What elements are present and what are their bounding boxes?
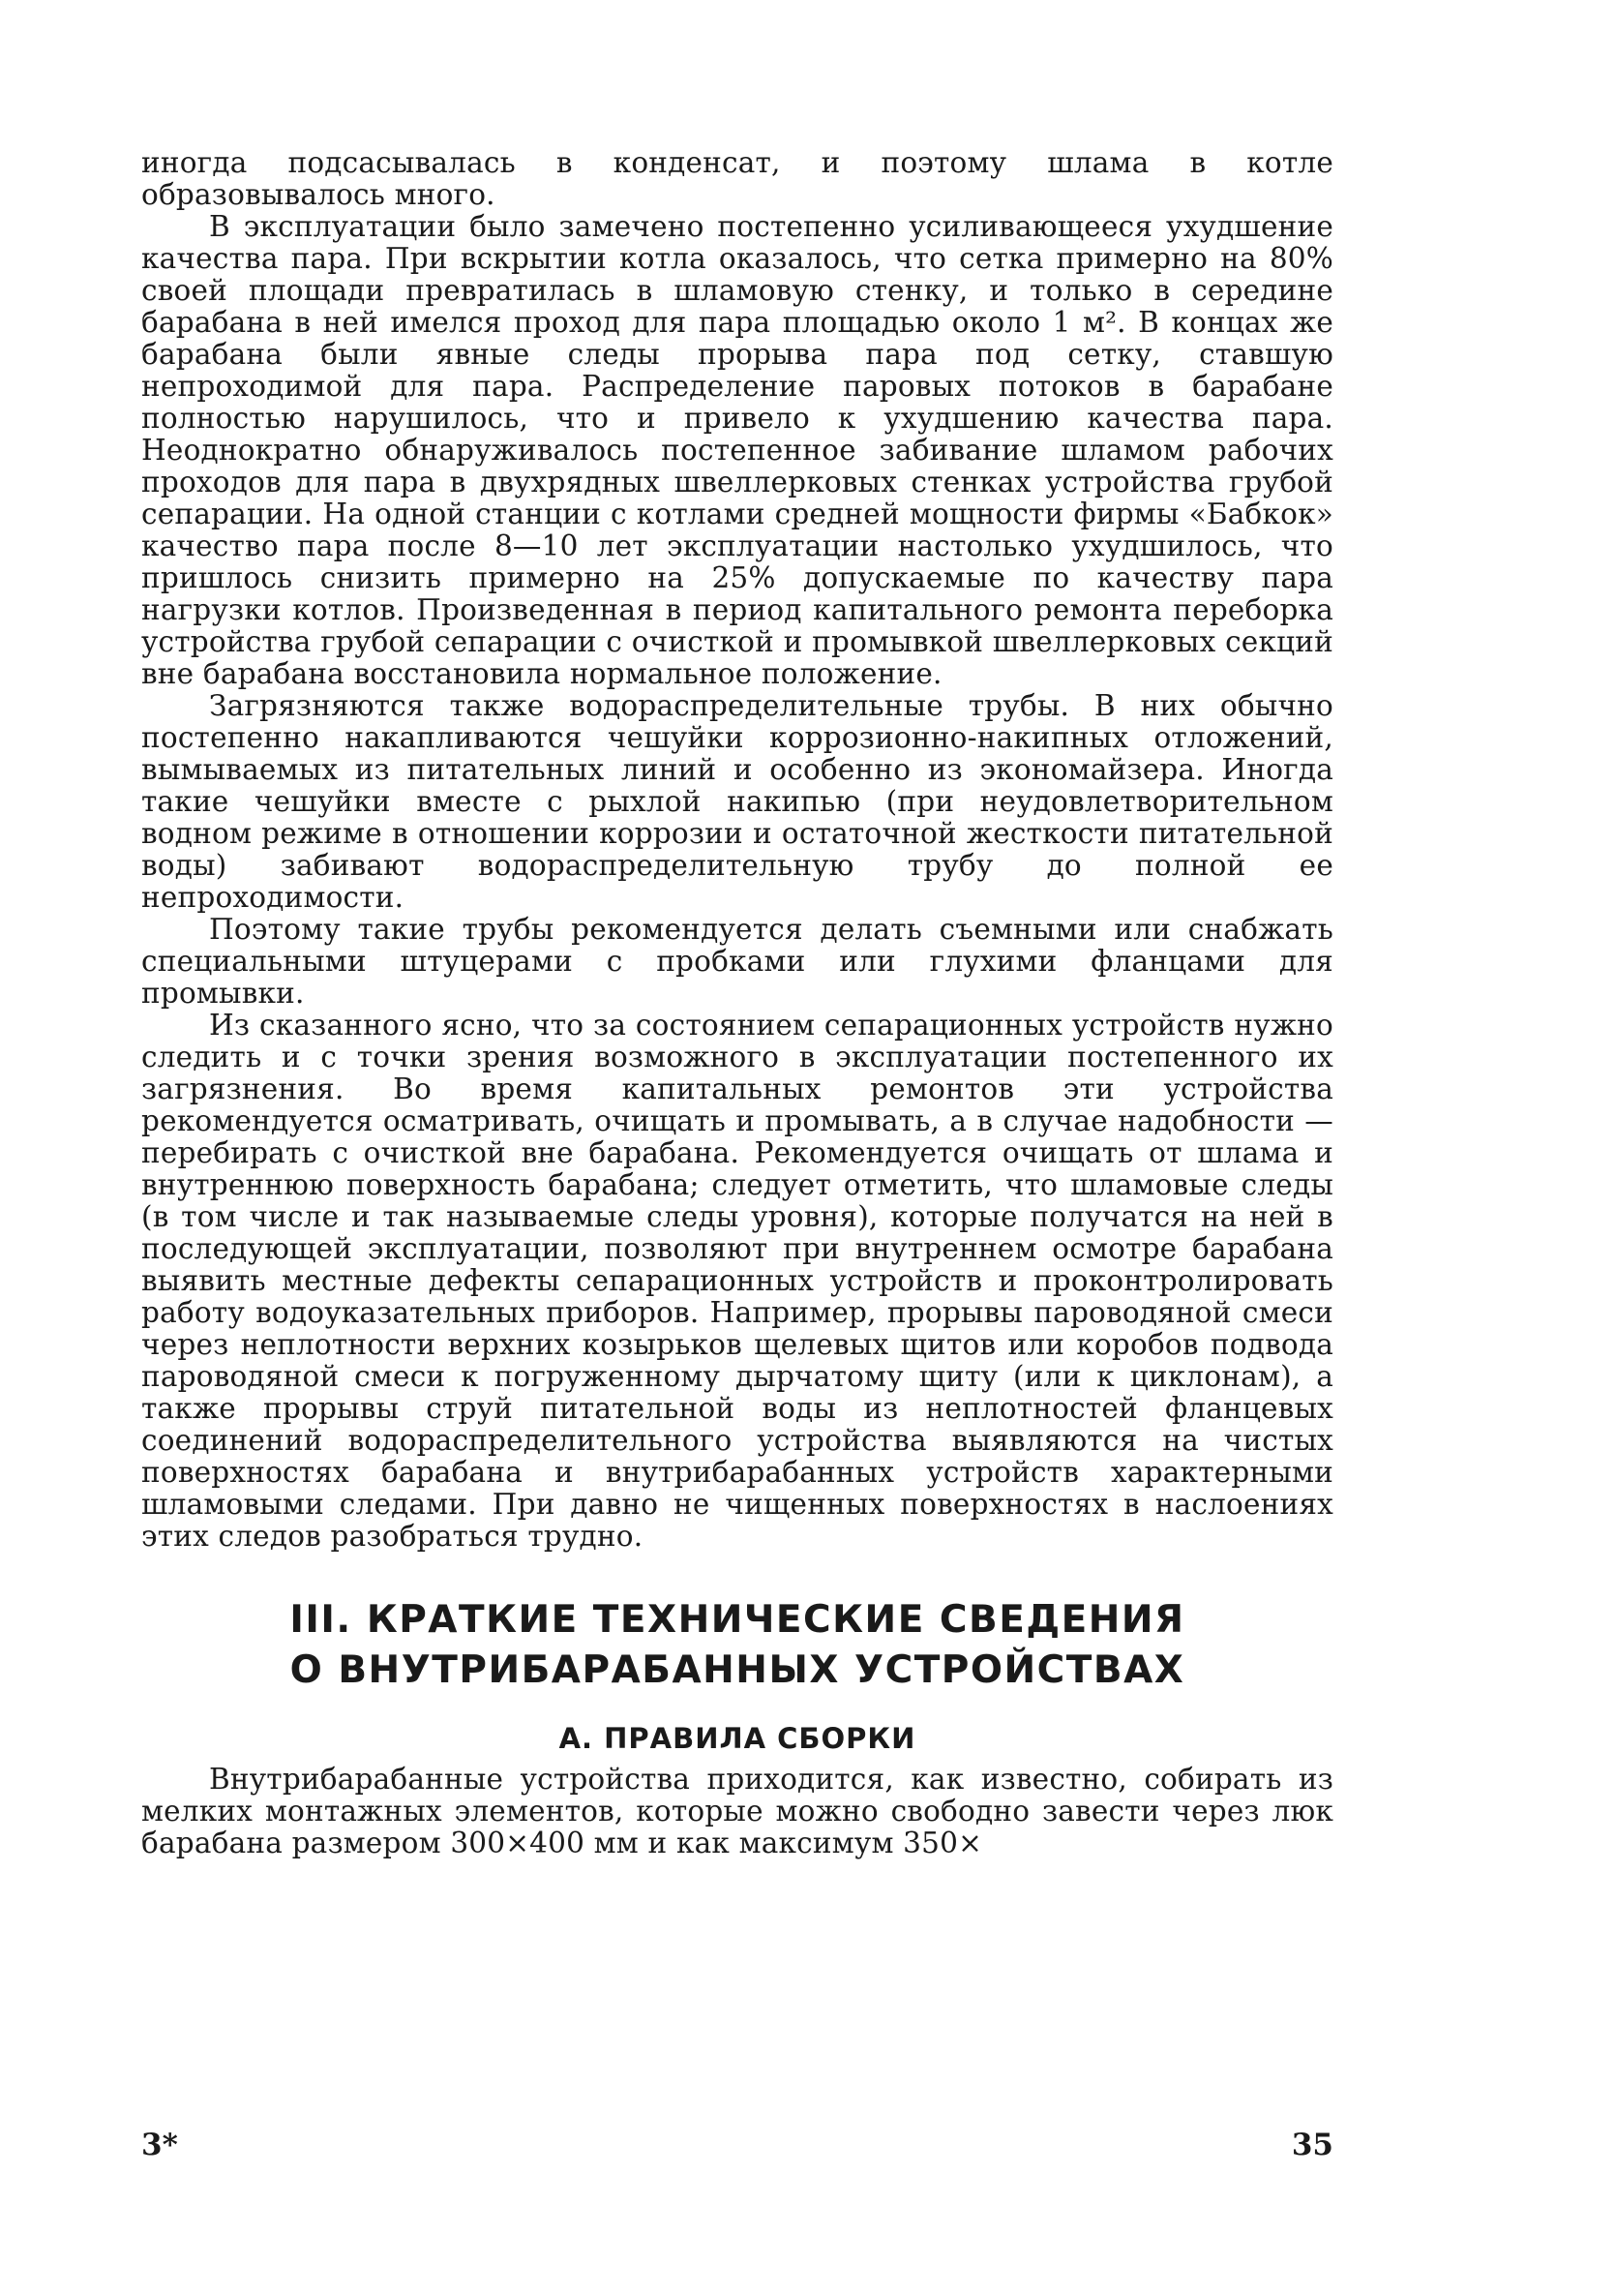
paragraph-inspection: Из сказанного ясно, что за состоянием сепарационных устройств нужно следить и с точки зрения возможного в эксплуатации постепенного их загрязнения. Во время капитальных ремонтов эти устройства рекомендуется осматривать, очищать и промывать, а в случае надобности — перебирать с очисткой вне барабана. Рекомендуется очищать от шлама и внутреннюю поверхность барабана; следует отметить, что шламовые следы (в том числе и так называемые следы уровня), которые получатся на ней в последующей эксплуатации, позволяют при внутреннем осмотре барабана выявить местные дефекты сепарационных устройств и проконтролировать работу водоуказательных приборов. Например, прорывы пароводяной смеси через неплотности верхних козырьков щелевых щитов или коробов подвода пароводяной смеси к погруженному дырчатому щиту (или к циклонам), а также прорывы струй питательной воды из неплотностей фланцевых соединений водораспределительного устройства выявляются на чистых поверхностях барабана и внутрибарабанных устройств характерными шламовыми следами. При давно не чищенных поверхностях в наслоениях этих следов разобраться трудно. <box>141 1009 1333 1553</box>
section-heading <box>141 1595 1333 1696</box>
section-heading-line1: III. КРАТКИЕ ТЕХНИЧЕСКИЕ СВЕДЕНИЯ <box>289 1598 1185 1642</box>
paragraph-distribution-pipes: Загрязняются также водораспределительные трубы. В них обычно постепенно накапливаются чешуйки коррозионно-накипных отложений, вымываемых из питательных линий и особенно из экономайзера. Иногда такие чешуйки вместе с рыхлой накипью (при неудовлетворительном водном режиме в отношении коррозии и остаточной жесткости питательной воды) забивают водораспределительную трубу до полной ее непроходимости. <box>141 689 1333 914</box>
section-heading-line2: О ВНУТРИБАРАБАННЫХ УСТРОЙСТВАХ <box>289 1648 1185 1692</box>
paragraph-assembly-rules: Внутрибарабанные устройства приходится, как известно, собирать из мелких монтажных элементов, которые можно свободно завести через люк барабана размером 300×400 мм и как максимум 350× <box>141 1763 1333 1859</box>
paragraph-steam-quality: В эксплуатации было замечено постепенно усиливающееся ухудшение качества пара. При вскрытии котла оказалось, что сетка примерно на 80% своей площади превратилась в шламовую стенку, и только в середине барабана в ней имелся проход для пара площадью около 1 м². В концах же барабана были явные следы прорыва пара под сетку, ставшую непроходимой для пара. Распределение паровых потоков в барабане полностью нарушилось, что и привело к ухудшению качества пара. Неоднократно обнаруживалось постепенное забивание шламом рабочих проходов для пара в двухрядных швеллерковых стенках устройства грубой сепарации. На одной станции с котлами средней мощности фирмы «Бабкок» качество пара после 8—10 лет эксплуатации настолько ухудшилось, что пришлось снизить примерно на 25% допускаемые по качеству пара нагрузки котлов. Произведенная в период капитального ремонта переборка устройства грубой сепарации с очисткой и промывкой швеллерковых секций вне барабана восстановила нормальное положение. <box>141 210 1333 690</box>
sub-heading: А. ПРАВИЛА СБОРКИ <box>558 1722 916 1755</box>
text-block <box>141 147 1333 1859</box>
page-number: 35 <box>1291 2128 1333 2162</box>
paragraph-continuation: иногда подсасывалась в конденсат, и поэтому шлама в котле образовывалось много. <box>141 146 1333 211</box>
signature-mark: 3* <box>141 2128 178 2162</box>
page-footer <box>141 2128 1333 2166</box>
paragraph-removable-pipes: Поэтому такие трубы рекомендуется делать съемными или снабжать специальными штуцерами с пробками или глухими фланцами для промывки. <box>141 913 1333 1010</box>
